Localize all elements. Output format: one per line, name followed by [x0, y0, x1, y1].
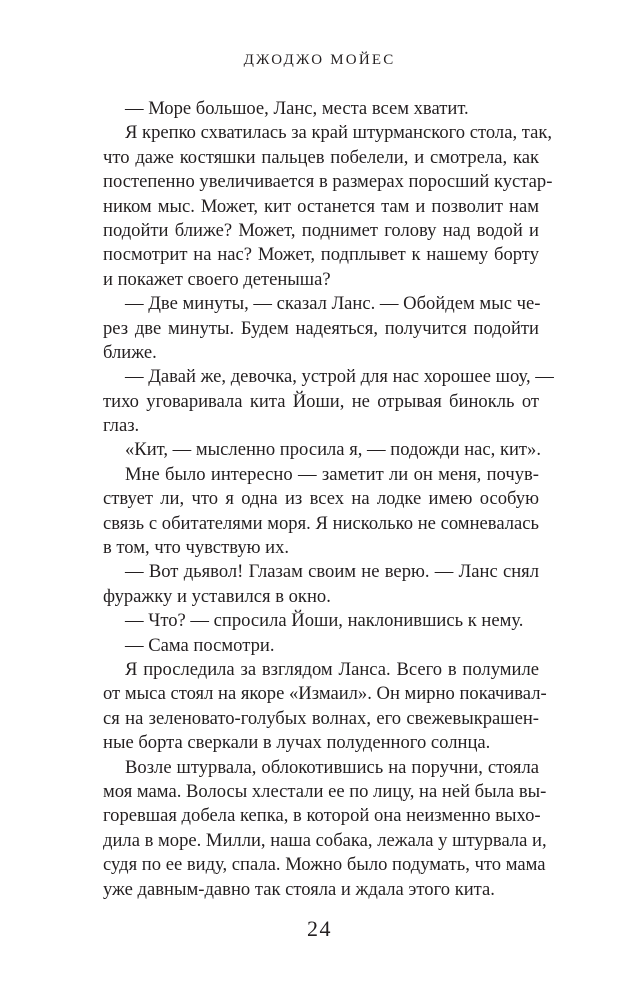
paragraph: [103, 658, 547, 756]
paragraph: [103, 292, 539, 365]
text-line: — Две минуты, — сказал Ланс. — Обойдем мыс че-: [125, 293, 541, 315]
text-line: — Море большое, Ланс, места всем хватит.: [125, 98, 469, 119]
body-text: [103, 97, 554, 902]
text-line: связь с обитателями моря. Я нисколько не сомневалась: [103, 512, 539, 534]
paragraph: [103, 634, 539, 658]
text-line: дила в море. Милли, наша собака, лежала у штурвала и,: [103, 829, 547, 851]
text-line: ся на зеленовато-голубых волнах, его свежевыкрашен-: [103, 707, 539, 729]
page-number: 24: [307, 916, 332, 941]
text-line: — Давай же, девочка, устрой для нас хорошее шоу, —: [125, 366, 554, 388]
text-line: горевшая добела кепка, в которой она неизменно выхо-: [103, 805, 541, 827]
text-line: постепенно увеличивается в размерах поросший кустар-: [103, 171, 553, 193]
text-line: — Вот дьявол! Глазам своим не верю. — Ланс снял: [125, 561, 539, 583]
text-line: глаз.: [103, 415, 140, 437]
text-line: Мне было интересно — заметит ли он меня, почув-: [125, 463, 539, 485]
paragraph: [103, 463, 539, 561]
text-line: рез две минуты. Будем надеяться, получится подойти: [103, 317, 539, 339]
text-line: судя по ее виду, спала. Можно было подумать, что мама: [103, 854, 546, 876]
paragraph: [103, 756, 547, 902]
text-line: — Сама посмотри.: [125, 634, 275, 656]
text-line: уже давным-давно так стояла и ждала этого кита.: [103, 878, 495, 900]
text-line: — Что? — спросила Йоши, наклонившись к нему.: [125, 610, 524, 632]
text-line: посмотрит на нас? Может, подплывет к нашему борту: [103, 244, 539, 266]
text-line: что даже костяшки пальцев побелели, и смотрела, как: [103, 146, 539, 168]
text-line: ближе.: [103, 341, 157, 363]
text-line: от мыса стоял на якоре «Измаил». Он мирно покачивал-: [103, 683, 547, 705]
text-line: моя мама. Волосы хлестали ее по лицу, на ней была вы-: [103, 780, 547, 802]
paragraph: [103, 121, 553, 292]
text-line: и покажет своего детеныша?: [103, 268, 331, 290]
paragraph: [103, 560, 539, 609]
text-line: ником мыс. Может, кит останется там и позволит нам: [103, 195, 539, 217]
text-line: «Кит, — мысленно просила я, — подожди нас, кит».: [125, 439, 542, 461]
text-line: фуражку и уставился в окно.: [103, 585, 331, 607]
running-head: ДЖОДЖО МОЙЕС: [243, 52, 396, 68]
text-line: ные борта сверкали в лучах полуденного солнца.: [103, 732, 491, 754]
paragraph: [103, 97, 539, 121]
text-line: в том, что чувствую их.: [103, 537, 290, 559]
paragraph: [103, 609, 539, 633]
paragraph: [103, 365, 554, 438]
text-line: тихо уговаривала кита Йоши, не отрывая бинокль от: [103, 390, 539, 412]
paragraph: [103, 438, 542, 462]
text-line: Я проследила за взглядом Ланса. Всего в полумиле: [125, 658, 539, 680]
text-line: подойти ближе? Может, поднимет голову над водой и: [103, 219, 539, 241]
text-line: Я крепко схватилась за край штурманского стола, так,: [125, 122, 553, 144]
text-line: Возле штурвала, облокотившись на поручни, стояла: [125, 756, 539, 778]
text-line: ствует ли, что я одна из всех на лодке имею особую: [103, 488, 539, 510]
